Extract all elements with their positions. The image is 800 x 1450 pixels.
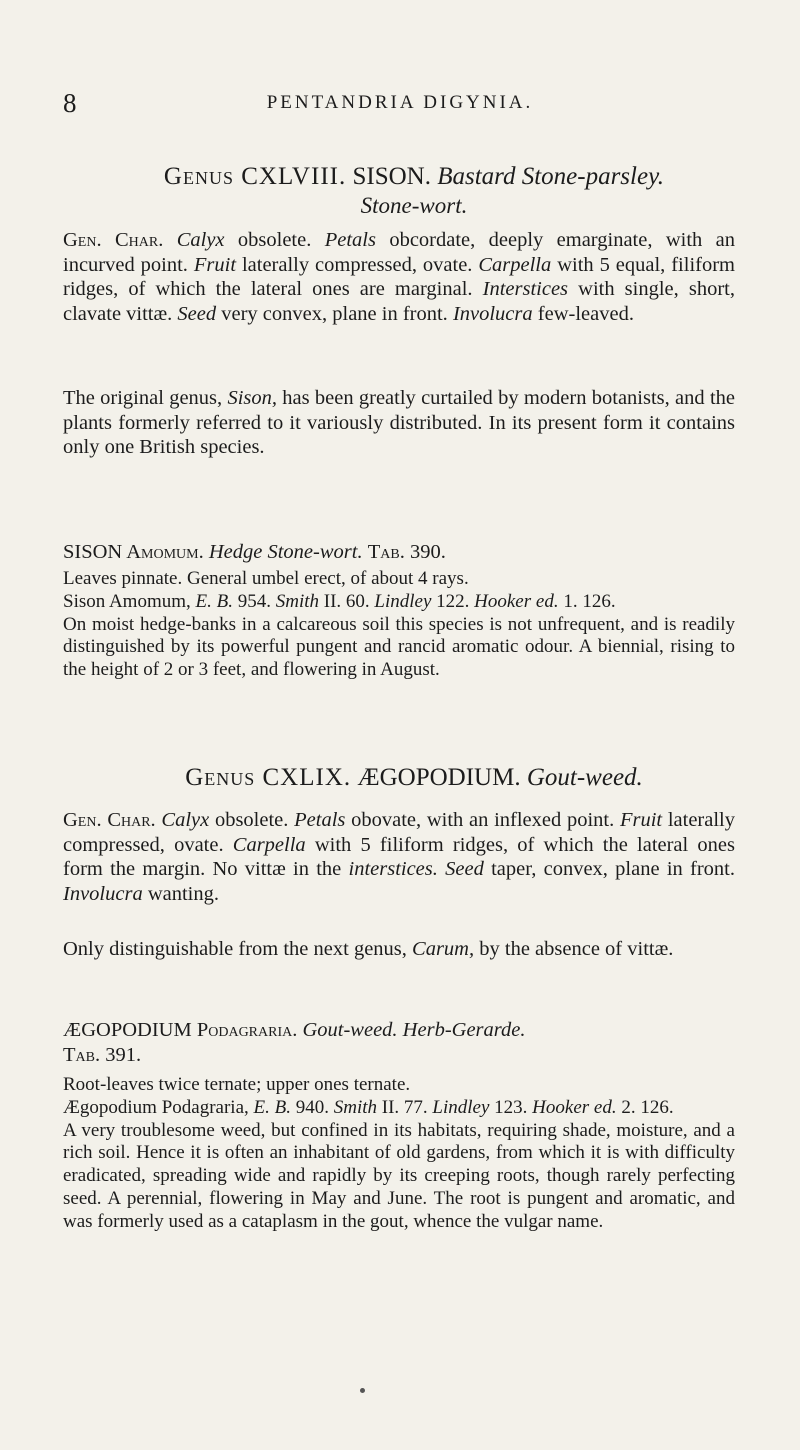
generic-character-sison: [63, 228, 735, 326]
species-block-sison-amomum: [63, 568, 735, 682]
term-carpella: Carpella: [232, 833, 306, 856]
plate-reference: Tab. 391.: [63, 1043, 142, 1066]
note-text: by the absence of vittæ.: [474, 938, 674, 960]
syn-text: Ægopodium Podagraria,: [63, 1096, 254, 1118]
species-common-name: Gout-weed. Herb-Gerarde.: [302, 1019, 526, 1041]
ref-hooker: Hooker ed.: [532, 1096, 617, 1118]
char-text: with 5 equal, filiform ridges, of which the lateral ones are marginal.: [63, 253, 735, 301]
genus-heading-aegopodium: [94, 763, 734, 793]
ref-english-botany: E. B.: [195, 590, 233, 612]
genus-note-sison: [63, 386, 735, 460]
species-name: SISON Amomum.: [63, 541, 204, 563]
species-diagnosis: Root-leaves twice ternate; upper ones ternate.: [63, 1074, 411, 1095]
species-diagnosis: Leaves pinnate. General umbel erect, of about 4 rays.: [63, 568, 469, 589]
char-text: with 5 filiform ridges, of which the lateral ones form the margin. No vittæ in the: [63, 833, 735, 881]
term-carpella: Carpella: [478, 253, 552, 276]
ref-lindley: Lindley: [374, 590, 432, 612]
ref-smith: Smith: [275, 590, 319, 612]
term-seed: Seed: [445, 858, 484, 881]
genus-number: Genus CXLIX.: [185, 764, 352, 791]
genus-name: ÆGOPODIUM.: [357, 764, 521, 791]
plate-reference: Tab. 390.: [367, 541, 446, 563]
char-text: few-leaved.: [532, 302, 634, 325]
genus-number: Genus CXLVIII.: [163, 163, 347, 190]
char-text: laterally compressed, ovate.: [236, 253, 479, 276]
char-text: laterally compressed, ovate.: [63, 809, 736, 856]
genus-common-name: Bastard Stone-parsley.: [437, 163, 665, 190]
page-speck: [360, 1388, 365, 1393]
genus-common-name: Gout-weed.: [526, 764, 643, 791]
genus-common-name-2: Stone-wort.: [360, 193, 468, 218]
note-text: has been greatly curtailed by modern botanists, and the plants formerly referred to it variously distributed. In its present form it contains only one British species.: [63, 387, 735, 459]
species-synonyms: [63, 1097, 735, 1120]
ref-smith: Smith: [333, 1096, 378, 1118]
generic-character-aegopodium: [63, 808, 735, 906]
species-description: On moist hedge-banks in a calcareous soil this species is not unfrequent, and is readily distinguished by its powerful pungent and rancid aromatic odour. A biennial, rising to the height of 2 or 3 feet, and flowering in August.: [63, 613, 735, 681]
char-text: very convex, plane in front.: [216, 302, 453, 325]
page-header: [0, 88, 800, 118]
term-seed: Seed: [177, 302, 217, 325]
term-involucra: Involucra: [63, 882, 143, 905]
species-heading-sison-amomum: [63, 540, 735, 565]
term-petals: Petals: [294, 809, 346, 831]
char-text: wanting.: [142, 882, 219, 905]
gen-char-label: Gen. Char.: [63, 229, 164, 251]
genus-name: SISON.: [352, 163, 431, 190]
term-fruit: Fruit: [193, 253, 237, 276]
species-common-name: Hedge Stone-wort.: [208, 541, 363, 563]
syn-text: 940.: [290, 1096, 334, 1118]
genus-note-aegopodium: [63, 937, 735, 962]
char-text: with single, short, clavate vittæ.: [63, 278, 735, 325]
syn-text: 2. 126.: [616, 1096, 674, 1118]
syn-text: 122.: [431, 590, 475, 612]
char-text: obcordate, deeply emarginate, with an incurved point.: [63, 229, 736, 276]
species-block-aegopodium-podagraria: [63, 1074, 735, 1234]
species-description: A very troublesome weed, but confined in its habitats, requiring shade, moisture, and a rich soil. Hence it is often an inhabitant of old gardens, from which it is with difficulty eradicated, spreading wide and rapidly by its creeping roots, though rarely perfecting seed. A perennial, flowering in May and June. The root is pungent and aromatic, and was formerly used as a cataplasm in the gout, whence the vulgar name.: [63, 1119, 735, 1232]
ref-hooker: Hooker ed.: [474, 590, 559, 612]
running-head: PENTANDRIA DIGYNIA.: [266, 92, 534, 113]
species-synonyms: [63, 591, 735, 614]
species-heading-aegopodium-podagraria: [63, 1018, 735, 1067]
char-text: obovate, with an inflexed point.: [345, 809, 620, 831]
ref-lindley: Lindley: [432, 1096, 490, 1118]
char-text: taper, convex, plane in front.: [483, 858, 735, 881]
term-involucra: Involucra: [452, 302, 533, 325]
syn-text: Sison Amomum,: [63, 590, 196, 612]
syn-text: II. 77.: [377, 1096, 433, 1118]
syn-text: II. 60.: [319, 590, 375, 612]
syn-text: 954.: [232, 590, 276, 612]
term-fruit: Fruit: [619, 809, 663, 831]
term-calyx: Calyx: [161, 809, 210, 831]
species-name: ÆGOPODIUM Podagraria.: [63, 1019, 298, 1041]
term-interstices: interstices.: [348, 858, 438, 881]
page-number: 8: [63, 88, 77, 118]
note-text: Only distinguishable from the next genus,: [63, 938, 413, 960]
note-genus-name: Sison,: [227, 387, 277, 409]
ref-english-botany: E. B.: [253, 1096, 291, 1118]
syn-text: 1. 126.: [558, 590, 616, 612]
syn-text: 123.: [489, 1096, 533, 1118]
term-interstices: Interstices: [482, 278, 569, 301]
char-text: obsolete.: [224, 229, 325, 251]
genus-heading-sison: [94, 162, 734, 192]
char-text: obsolete.: [209, 809, 295, 831]
note-text: The original genus,: [63, 387, 228, 409]
term-calyx: Calyx: [176, 229, 225, 251]
term-petals: Petals: [324, 229, 376, 251]
gen-char-label: Gen. Char.: [63, 809, 156, 831]
note-genus-name: Carum,: [412, 938, 475, 960]
